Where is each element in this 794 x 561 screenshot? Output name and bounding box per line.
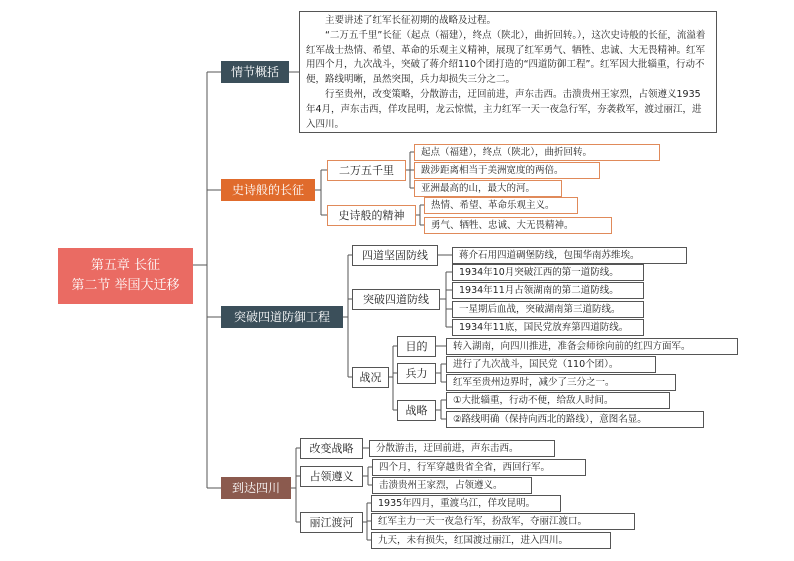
root-topic (58, 248, 193, 304)
node-goal: 目的 (397, 336, 436, 357)
branch-breakthrough: 突破四道防御工程 (221, 306, 343, 328)
root-section: 第二节 举国大迁移 (71, 278, 180, 293)
leaf-force-1: 进行了九次战斗，国民党（110个团）。 (446, 356, 656, 373)
branch-sichuan: 到达四川 (221, 477, 291, 499)
leaf-goal-1: 转入湖南，向四川推进，准备会师徐向前的红四方面军。 (446, 338, 738, 355)
leaf-breach-3: 一星期后血战，突破湖南第三道防线。 (452, 301, 644, 318)
branch-summary: 情节概括 (221, 61, 289, 83)
leaf-lijiang-1: 1935年四月，重渡乌江，佯攻昆明。 (371, 495, 561, 512)
leaf-force-2: 红军至贵州边界时，减少了三分之一。 (446, 374, 676, 391)
leaf-distance-2: 跋涉距离相当于美洲宽度的两倍。 (414, 162, 600, 179)
summary-paragraph-2: “二万五千里”长征（起点（福建），终点（陕北），曲折回转。），这次史诗般的长征，流溢着红军战士热情、希望、革命的乐观主义精神，展现了红军勇气、牺牲、忠诚、大无畏精神。红军用四个月，九次战斗，突破了蒋介绍110个团打造的“四道防御工程”。红军因大批辎重，行动不便，路线明晰，虽然突围，兵力却损失三分之二。 (306, 29, 706, 86)
leaf-change-1: 分散游击，迂回前进，声东击西。 (369, 440, 555, 457)
node-lijiang: 丽江渡河 (300, 512, 363, 533)
root-chapter: 第五章 长征 (90, 258, 161, 273)
leaf-strategy-1: ①大批辎重，行动不便，给敌人时间。 (446, 392, 670, 409)
node-breach: 突破四道防线 (352, 289, 440, 310)
leaf-breach-1: 1934年10月突破江西的第一道防线。 (452, 264, 644, 281)
summary-box (299, 11, 717, 133)
leaf-distance-3: 亚洲最高的山，最大的河。 (414, 180, 562, 197)
leaf-strategy-2: ②路线明确（保持向西北的路线），意图名显。 (446, 411, 704, 428)
leaf-zunyi-2: 击溃贵州王家烈，占领遵义。 (372, 477, 532, 494)
leaf-lijiang-3: 九天，未有损失，红国渡过丽江，进入四川。 (371, 532, 611, 549)
node-force: 兵力 (397, 363, 436, 384)
leaf-spirit-1: 热情、希望、革命乐观主义。 (424, 197, 578, 214)
leaf-distance-1: 起点（福建），终点（陕北），曲折回转。 (414, 144, 660, 161)
node-zunyi: 占领遵义 (300, 466, 363, 487)
leaf-lijiang-2: 红军主力一天一夜急行军，扮敌军，夺丽江渡口。 (371, 513, 635, 530)
node-spirit: 史诗般的精神 (327, 205, 416, 226)
leaf-spirit-2: 勇气、牺牲、忠诚、大无畏精神。 (424, 217, 612, 234)
node-strategy: 战略 (397, 400, 436, 421)
node-distance: 二万五千里 (327, 160, 406, 181)
node-change-strategy: 改变战略 (300, 438, 363, 459)
branch-epic: 史诗般的长征 (221, 179, 315, 201)
leaf-breach-2: 1934年11月占领湖南的第二道防线。 (452, 282, 644, 299)
leaf-breach-4: 1934年11底，国民党放弃第四道防线。 (452, 319, 644, 336)
leaf-four-lines-1: 蒋介石用四道碉堡防线，包围华南苏维埃。 (452, 247, 687, 264)
node-battle: 战况 (352, 367, 389, 388)
node-four-lines: 四道坚固防线 (352, 245, 438, 266)
summary-paragraph-1: 主要讲述了红军长征初期的战略及过程。 (325, 15, 497, 26)
leaf-zunyi-1: 四个月，行军穿越贵省全省，西回行军。 (372, 459, 586, 476)
summary-paragraph-3: 行至贵州，改变策略，分散游击，迂回前进，声东击西。击溃贵州王家烈，占领遵义1935年4月，声东击西，佯攻昆明，龙云惊慌，主力红军一天一夜急行军，夯袭救军，渡过丽江，进入四川。 (306, 88, 702, 130)
